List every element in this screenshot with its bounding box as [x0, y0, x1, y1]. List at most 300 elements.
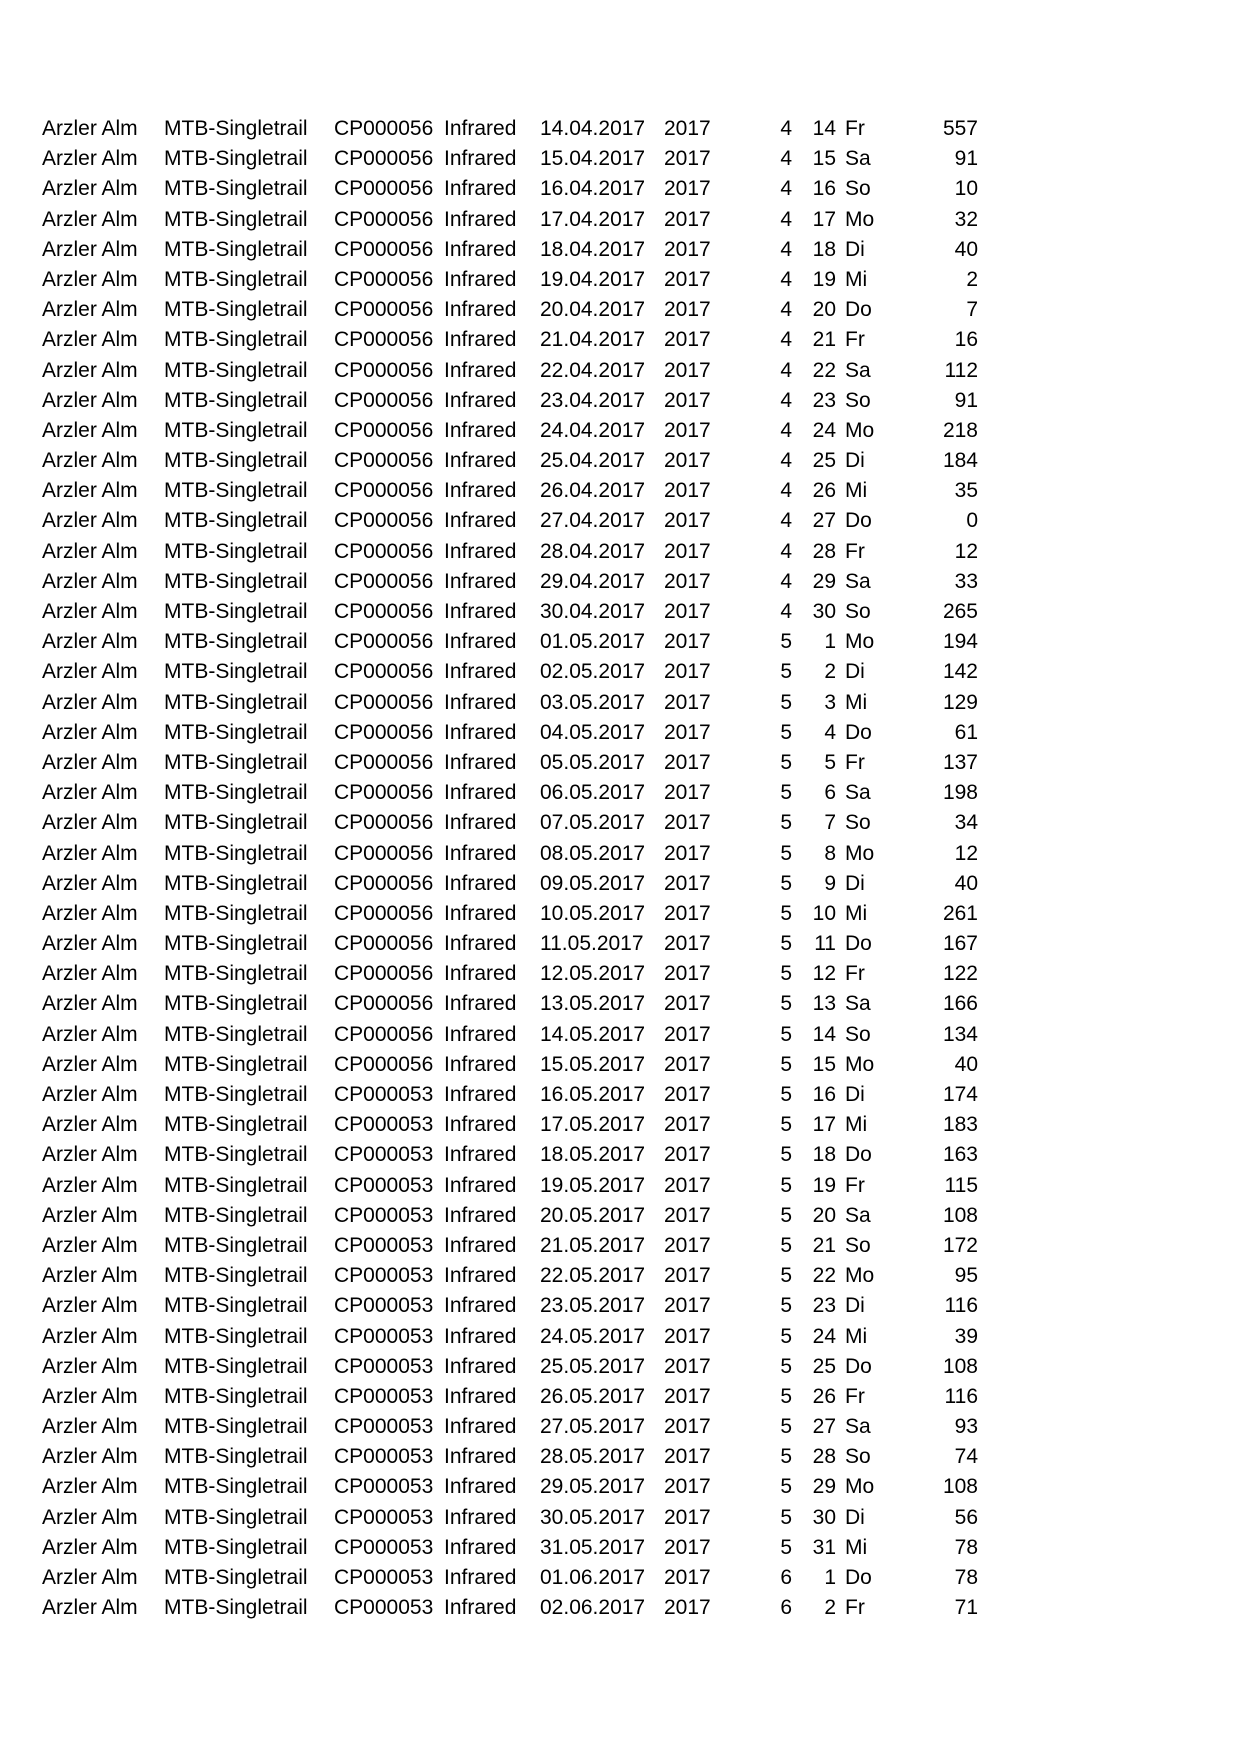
sensor-type-cell: Infrared — [444, 871, 517, 895]
location-cell: Arzler Alm — [42, 1596, 138, 1620]
year-cell: 2017 — [664, 418, 711, 442]
year-cell: 2017 — [664, 117, 711, 140]
year-cell: 2017 — [664, 237, 711, 261]
day-cell: 20 — [812, 1203, 836, 1227]
trail-cell: MTB-Singletrail — [164, 962, 308, 986]
location-cell: Arzler Alm — [42, 781, 138, 805]
sensor-type-cell: Infrared — [444, 1113, 517, 1137]
counter-id-cell: CP000056 — [334, 479, 434, 503]
counter-id-cell: CP000053 — [334, 1505, 434, 1529]
table-row — [0, 1352, 1241, 1382]
weekday-cell: Fr — [845, 1384, 865, 1408]
counter-id-cell: CP000056 — [334, 147, 434, 171]
day-cell: 30 — [812, 1505, 836, 1529]
weekday-cell: Mo — [845, 841, 875, 865]
year-cell: 2017 — [664, 388, 711, 412]
month-cell: 5 — [780, 660, 792, 684]
table-row — [0, 325, 1241, 355]
day-cell: 29 — [812, 1475, 836, 1499]
day-cell: 19 — [812, 1173, 836, 1197]
weekday-cell: Di — [845, 871, 865, 895]
trail-cell: MTB-Singletrail — [164, 358, 308, 382]
count-cell: 35 — [954, 479, 978, 503]
month-cell: 5 — [780, 1083, 792, 1106]
weekday-cell: Do — [845, 720, 872, 744]
date-cell: 23.05.2017 — [540, 1294, 646, 1318]
trail-cell: MTB-Singletrail — [164, 1143, 308, 1167]
day-cell: 30 — [812, 600, 836, 623]
count-cell: 40 — [954, 237, 978, 261]
date-cell: 01.05.2017 — [540, 630, 646, 654]
trail-cell: MTB-Singletrail — [164, 267, 308, 291]
sensor-type-cell: Infrared — [444, 449, 517, 473]
location-cell: Arzler Alm — [42, 1354, 138, 1378]
count-cell: 137 — [942, 750, 978, 774]
count-cell: 265 — [942, 600, 978, 623]
day-cell: 21 — [812, 1233, 836, 1257]
month-cell: 5 — [780, 811, 792, 835]
day-cell: 29 — [812, 569, 836, 593]
count-cell: 108 — [942, 1354, 978, 1378]
table-row — [0, 959, 1241, 989]
trail-cell: MTB-Singletrail — [164, 207, 308, 231]
count-cell: 108 — [942, 1203, 978, 1227]
trail-cell: MTB-Singletrail — [164, 1203, 308, 1227]
count-cell: 142 — [942, 660, 978, 684]
day-cell: 27 — [812, 509, 836, 533]
count-cell: 56 — [954, 1505, 978, 1529]
table-row — [0, 416, 1241, 446]
date-cell: 19.05.2017 — [540, 1173, 646, 1197]
weekday-cell: Di — [845, 449, 865, 473]
weekday-cell: Sa — [845, 1203, 871, 1227]
counter-id-cell: CP000056 — [334, 117, 434, 140]
sensor-type-cell: Infrared — [444, 388, 517, 412]
location-cell: Arzler Alm — [42, 237, 138, 261]
date-cell: 03.05.2017 — [540, 690, 646, 714]
counter-id-cell: CP000056 — [334, 630, 434, 654]
year-cell: 2017 — [664, 147, 711, 171]
date-cell: 24.05.2017 — [540, 1324, 646, 1348]
date-cell: 29.05.2017 — [540, 1475, 646, 1499]
counter-id-cell: CP000056 — [334, 690, 434, 714]
year-cell: 2017 — [664, 1022, 711, 1046]
counter-id-cell: CP000056 — [334, 569, 434, 593]
year-cell: 2017 — [664, 1415, 711, 1439]
year-cell: 2017 — [664, 1505, 711, 1529]
location-cell: Arzler Alm — [42, 1173, 138, 1197]
day-cell: 8 — [824, 841, 836, 865]
year-cell: 2017 — [664, 871, 711, 895]
count-cell: 0 — [966, 509, 978, 533]
year-cell: 2017 — [664, 1173, 711, 1197]
trail-cell: MTB-Singletrail — [164, 1083, 308, 1106]
counter-id-cell: CP000056 — [334, 267, 434, 291]
sensor-type-cell: Infrared — [444, 932, 517, 956]
month-cell: 5 — [780, 1233, 792, 1257]
counter-id-cell: CP000056 — [334, 901, 434, 925]
weekday-cell: Fr — [845, 539, 865, 563]
day-cell: 27 — [812, 1415, 836, 1439]
location-cell: Arzler Alm — [42, 992, 138, 1016]
count-cell: 93 — [954, 1415, 978, 1439]
location-cell: Arzler Alm — [42, 1052, 138, 1076]
month-cell: 4 — [780, 449, 792, 473]
day-cell: 25 — [812, 1354, 836, 1378]
count-cell: 163 — [942, 1143, 978, 1167]
location-cell: Arzler Alm — [42, 418, 138, 442]
table-row — [0, 688, 1241, 718]
month-cell: 4 — [780, 539, 792, 563]
date-cell: 22.05.2017 — [540, 1264, 646, 1288]
weekday-cell: Sa — [845, 781, 871, 805]
day-cell: 20 — [812, 298, 836, 322]
count-cell: 2 — [966, 267, 978, 291]
month-cell: 5 — [780, 1294, 792, 1318]
day-cell: 24 — [812, 418, 836, 442]
location-cell: Arzler Alm — [42, 1505, 138, 1529]
year-cell: 2017 — [664, 298, 711, 322]
year-cell: 2017 — [664, 600, 711, 623]
location-cell: Arzler Alm — [42, 750, 138, 774]
weekday-cell: Fr — [845, 328, 865, 352]
month-cell: 4 — [780, 237, 792, 261]
counter-id-cell: CP000056 — [334, 871, 434, 895]
counter-id-cell: CP000053 — [334, 1384, 434, 1408]
day-cell: 6 — [824, 781, 836, 805]
year-cell: 2017 — [664, 1566, 711, 1589]
counter-id-cell: CP000056 — [334, 600, 434, 623]
year-cell: 2017 — [664, 660, 711, 684]
counter-id-cell: CP000056 — [334, 1022, 434, 1046]
location-cell: Arzler Alm — [42, 1203, 138, 1227]
weekday-cell: So — [845, 1233, 871, 1257]
day-cell: 15 — [812, 147, 836, 171]
date-cell: 01.06.2017 — [540, 1566, 646, 1589]
location-cell: Arzler Alm — [42, 1294, 138, 1318]
counter-id-cell: CP000053 — [334, 1415, 434, 1439]
count-cell: 78 — [954, 1566, 978, 1589]
sensor-type-cell: Infrared — [444, 479, 517, 503]
weekday-cell: Sa — [845, 147, 871, 171]
year-cell: 2017 — [664, 750, 711, 774]
date-cell: 10.05.2017 — [540, 901, 646, 925]
counter-id-cell: CP000056 — [334, 811, 434, 835]
sensor-type-cell: Infrared — [444, 1264, 517, 1288]
trail-cell: MTB-Singletrail — [164, 781, 308, 805]
counter-id-cell: CP000053 — [334, 1203, 434, 1227]
day-cell: 13 — [812, 992, 836, 1016]
sensor-type-cell: Infrared — [444, 358, 517, 382]
table-row — [0, 1533, 1241, 1563]
table-row — [0, 1382, 1241, 1412]
counter-id-cell: CP000056 — [334, 358, 434, 382]
day-cell: 4 — [824, 720, 836, 744]
location-cell: Arzler Alm — [42, 901, 138, 925]
trail-cell: MTB-Singletrail — [164, 811, 308, 835]
location-cell: Arzler Alm — [42, 1113, 138, 1137]
table-row — [0, 1201, 1241, 1231]
weekday-cell: Mi — [845, 1535, 868, 1559]
date-cell: 26.04.2017 — [540, 479, 646, 503]
count-cell: 198 — [942, 781, 978, 805]
location-cell: Arzler Alm — [42, 871, 138, 895]
count-cell: 12 — [954, 539, 978, 563]
count-cell: 12 — [954, 841, 978, 865]
count-cell: 7 — [966, 298, 978, 322]
table-row — [0, 144, 1241, 174]
sensor-type-cell: Infrared — [444, 781, 517, 805]
month-cell: 5 — [780, 1475, 792, 1499]
year-cell: 2017 — [664, 1143, 711, 1167]
trail-cell: MTB-Singletrail — [164, 1113, 308, 1137]
table-row — [0, 1231, 1241, 1261]
location-cell: Arzler Alm — [42, 479, 138, 503]
weekday-cell: Mo — [845, 1475, 875, 1499]
counter-id-cell: CP000053 — [334, 1143, 434, 1167]
trail-cell: MTB-Singletrail — [164, 1173, 308, 1197]
count-cell: 33 — [954, 569, 978, 593]
weekday-cell: Sa — [845, 992, 871, 1016]
table-row — [0, 989, 1241, 1019]
location-cell: Arzler Alm — [42, 328, 138, 352]
table-row — [0, 174, 1241, 204]
table-row — [0, 899, 1241, 929]
trail-cell: MTB-Singletrail — [164, 1022, 308, 1046]
day-cell: 26 — [812, 1384, 836, 1408]
trail-cell: MTB-Singletrail — [164, 1566, 308, 1589]
date-cell: 16.05.2017 — [540, 1083, 646, 1106]
date-cell: 27.04.2017 — [540, 509, 646, 533]
month-cell: 4 — [780, 600, 792, 623]
year-cell: 2017 — [664, 1203, 711, 1227]
day-cell: 18 — [812, 237, 836, 261]
year-cell: 2017 — [664, 1535, 711, 1559]
count-cell: 194 — [942, 630, 978, 654]
location-cell: Arzler Alm — [42, 690, 138, 714]
table-row — [0, 718, 1241, 748]
count-cell: 166 — [942, 992, 978, 1016]
table-row — [0, 386, 1241, 416]
count-cell: 184 — [942, 449, 978, 473]
year-cell: 2017 — [664, 901, 711, 925]
year-cell: 2017 — [664, 177, 711, 201]
counter-id-cell: CP000053 — [334, 1233, 434, 1257]
date-cell: 17.05.2017 — [540, 1113, 646, 1137]
day-cell: 22 — [812, 358, 836, 382]
date-cell: 22.04.2017 — [540, 358, 646, 382]
date-cell: 09.05.2017 — [540, 871, 646, 895]
day-cell: 1 — [824, 630, 836, 654]
year-cell: 2017 — [664, 1233, 711, 1257]
day-cell: 1 — [824, 1566, 836, 1589]
counter-id-cell: CP000056 — [334, 449, 434, 473]
counter-id-cell: CP000056 — [334, 328, 434, 352]
day-cell: 26 — [812, 479, 836, 503]
date-cell: 30.05.2017 — [540, 1505, 646, 1529]
trail-cell: MTB-Singletrail — [164, 237, 308, 261]
month-cell: 6 — [780, 1596, 792, 1620]
day-cell: 2 — [824, 1596, 836, 1620]
date-cell: 18.05.2017 — [540, 1143, 646, 1167]
count-cell: 557 — [942, 117, 978, 140]
year-cell: 2017 — [664, 630, 711, 654]
table-row — [0, 748, 1241, 778]
month-cell: 5 — [780, 1505, 792, 1529]
sensor-type-cell: Infrared — [444, 1384, 517, 1408]
weekday-cell: So — [845, 1022, 871, 1046]
location-cell: Arzler Alm — [42, 1264, 138, 1288]
table-row — [0, 839, 1241, 869]
table-row — [0, 506, 1241, 536]
trail-cell: MTB-Singletrail — [164, 1505, 308, 1529]
sensor-type-cell: Infrared — [444, 1083, 517, 1106]
day-cell: 23 — [812, 388, 836, 412]
trail-cell: MTB-Singletrail — [164, 1264, 308, 1288]
location-cell: Arzler Alm — [42, 117, 138, 140]
year-cell: 2017 — [664, 1052, 711, 1076]
data-table — [0, 114, 1241, 1623]
trail-cell: MTB-Singletrail — [164, 509, 308, 533]
weekday-cell: So — [845, 177, 871, 201]
year-cell: 2017 — [664, 781, 711, 805]
sensor-type-cell: Infrared — [444, 1445, 517, 1469]
sensor-type-cell: Infrared — [444, 1596, 517, 1620]
table-row — [0, 1472, 1241, 1502]
sensor-type-cell: Infrared — [444, 690, 517, 714]
month-cell: 4 — [780, 358, 792, 382]
count-cell: 134 — [942, 1022, 978, 1046]
count-cell: 261 — [942, 901, 978, 925]
date-cell: 30.04.2017 — [540, 600, 646, 623]
count-cell: 32 — [954, 207, 978, 231]
year-cell: 2017 — [664, 1083, 711, 1106]
table-row — [0, 1261, 1241, 1291]
counter-id-cell: CP000053 — [334, 1535, 434, 1559]
trail-cell: MTB-Singletrail — [164, 177, 308, 201]
trail-cell: MTB-Singletrail — [164, 750, 308, 774]
month-cell: 5 — [780, 1324, 792, 1348]
counter-id-cell: CP000056 — [334, 750, 434, 774]
trail-cell: MTB-Singletrail — [164, 1324, 308, 1348]
weekday-cell: Do — [845, 298, 872, 322]
location-cell: Arzler Alm — [42, 720, 138, 744]
date-cell: 17.04.2017 — [540, 207, 646, 231]
count-cell: 108 — [942, 1475, 978, 1499]
sensor-type-cell: Infrared — [444, 992, 517, 1016]
year-cell: 2017 — [664, 328, 711, 352]
counter-id-cell: CP000053 — [334, 1354, 434, 1378]
weekday-cell: Sa — [845, 1415, 871, 1439]
sensor-type-cell: Infrared — [444, 750, 517, 774]
month-cell: 4 — [780, 267, 792, 291]
date-cell: 25.04.2017 — [540, 449, 646, 473]
trail-cell: MTB-Singletrail — [164, 449, 308, 473]
location-cell: Arzler Alm — [42, 1143, 138, 1167]
counter-id-cell: CP000056 — [334, 539, 434, 563]
date-cell: 21.04.2017 — [540, 328, 646, 352]
counter-id-cell: CP000056 — [334, 1052, 434, 1076]
date-cell: 07.05.2017 — [540, 811, 646, 835]
day-cell: 17 — [812, 1113, 836, 1137]
location-cell: Arzler Alm — [42, 1445, 138, 1469]
table-row — [0, 205, 1241, 235]
year-cell: 2017 — [664, 539, 711, 563]
trail-cell: MTB-Singletrail — [164, 298, 308, 322]
month-cell: 5 — [780, 901, 792, 925]
weekday-cell: Mi — [845, 901, 868, 925]
count-cell: 174 — [942, 1083, 978, 1106]
counter-id-cell: CP000056 — [334, 781, 434, 805]
month-cell: 4 — [780, 328, 792, 352]
table-row — [0, 597, 1241, 627]
weekday-cell: Do — [845, 932, 872, 956]
sensor-type-cell: Infrared — [444, 298, 517, 322]
counter-id-cell: CP000056 — [334, 207, 434, 231]
date-cell: 14.04.2017 — [540, 117, 646, 140]
date-cell: 15.05.2017 — [540, 1052, 646, 1076]
sensor-type-cell: Infrared — [444, 237, 517, 261]
sensor-type-cell: Infrared — [444, 1535, 517, 1559]
counter-id-cell: CP000053 — [334, 1264, 434, 1288]
sensor-type-cell: Infrared — [444, 1354, 517, 1378]
table-row — [0, 1110, 1241, 1140]
month-cell: 4 — [780, 298, 792, 322]
month-cell: 4 — [780, 509, 792, 533]
sensor-type-cell: Infrared — [444, 207, 517, 231]
table-row — [0, 1291, 1241, 1321]
weekday-cell: So — [845, 811, 871, 835]
sensor-type-cell: Infrared — [444, 1505, 517, 1529]
trail-cell: MTB-Singletrail — [164, 720, 308, 744]
weekday-cell: Mo — [845, 1052, 875, 1076]
trail-cell: MTB-Singletrail — [164, 1384, 308, 1408]
sensor-type-cell: Infrared — [444, 901, 517, 925]
table-row — [0, 929, 1241, 959]
month-cell: 5 — [780, 720, 792, 744]
month-cell: 5 — [780, 781, 792, 805]
weekday-cell: Mo — [845, 418, 875, 442]
location-cell: Arzler Alm — [42, 569, 138, 593]
weekday-cell: Di — [845, 1294, 865, 1318]
location-cell: Arzler Alm — [42, 449, 138, 473]
sensor-type-cell: Infrared — [444, 1052, 517, 1076]
month-cell: 5 — [780, 1445, 792, 1469]
trail-cell: MTB-Singletrail — [164, 1475, 308, 1499]
counter-id-cell: CP000053 — [334, 1173, 434, 1197]
month-cell: 4 — [780, 569, 792, 593]
day-cell: 15 — [812, 1052, 836, 1076]
date-cell: 28.05.2017 — [540, 1445, 646, 1469]
date-cell: 02.05.2017 — [540, 660, 646, 684]
day-cell: 3 — [824, 690, 836, 714]
date-cell: 24.04.2017 — [540, 418, 646, 442]
trail-cell: MTB-Singletrail — [164, 1052, 308, 1076]
month-cell: 6 — [780, 1566, 792, 1589]
date-cell: 06.05.2017 — [540, 781, 646, 805]
year-cell: 2017 — [664, 569, 711, 593]
date-cell: 04.05.2017 — [540, 720, 646, 744]
sensor-type-cell: Infrared — [444, 600, 517, 623]
sensor-type-cell: Infrared — [444, 720, 517, 744]
table-row — [0, 446, 1241, 476]
counter-id-cell: CP000053 — [334, 1566, 434, 1589]
weekday-cell: So — [845, 1445, 871, 1469]
month-cell: 5 — [780, 841, 792, 865]
trail-cell: MTB-Singletrail — [164, 388, 308, 412]
year-cell: 2017 — [664, 841, 711, 865]
sensor-type-cell: Infrared — [444, 630, 517, 654]
